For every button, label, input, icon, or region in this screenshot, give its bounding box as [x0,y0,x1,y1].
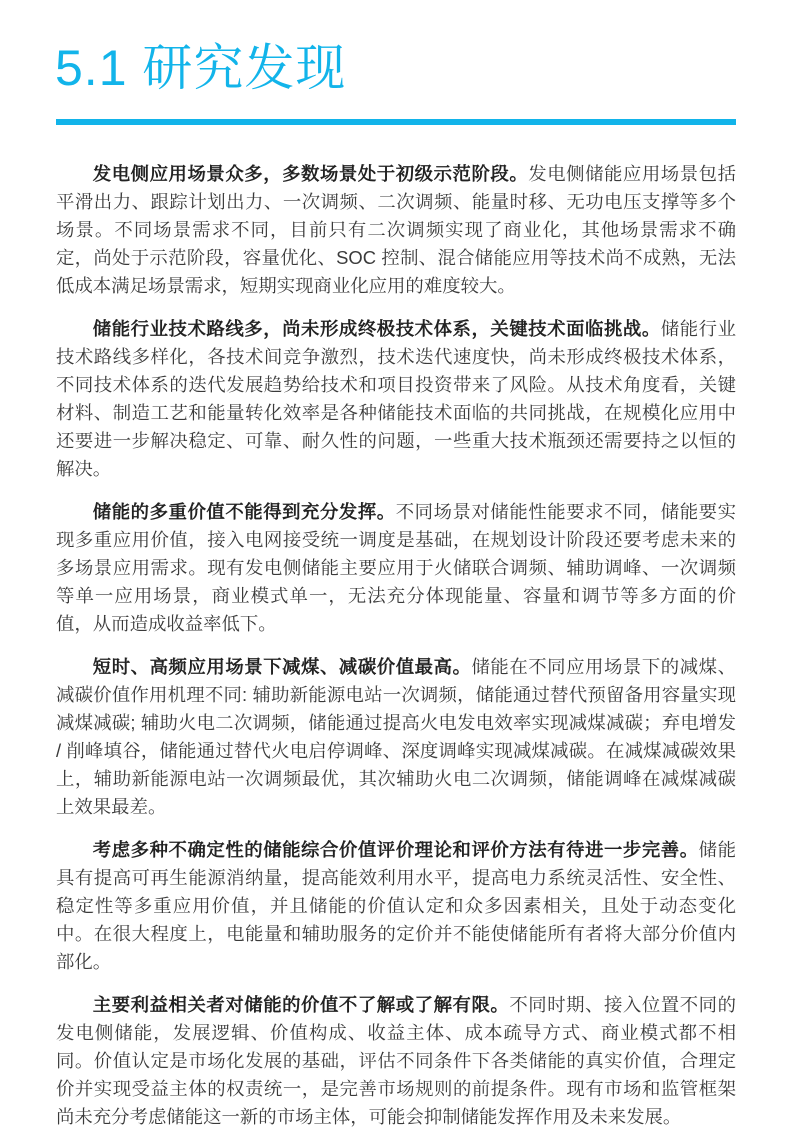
section-title: 5.1 研究发现 [55,40,347,96]
paragraph-lead: 短时、高频应用场景下减煤、减碳价值最高。 [92,656,472,677]
title-divider [56,119,736,125]
paragraph-text: 不同场景对储能性能要求不同，储能要实现多重应用价值，接入电网接受统一调度是基础，在规划设计阶段还要考虑未来的多场景应用需求。现有发电侧储能主要应用于火储联合调频、辅助调峰、一次调频等单一应用场景，商业模式单一，无法充分体现能量、容量和调节等多方面的价值，从而造成收益率低下。 [56,501,736,634]
paragraph-text: 储能行业技术路线多样化，各技术间竞争激烈，技术迭代速度快，尚未形成终极技术体系，不同技术体系的迭代发展趋势给技术和项目投资带来了风险。从技术角度看，关键材料、制造工艺和能量转化效率是各种储能技术面临的共同挑战，在规模化应用中还要进一步解决稳定、可靠、耐久性的问题，一些重大技术瓶颈还需要持之以恒的解决。 [56,318,736,479]
paragraph-lead: 发电侧应用场景众多，多数场景处于初级示范阶段。 [92,163,529,184]
paragraph [56,498,736,638]
paragraph-text: 储能在不同应用场景下的减煤、减碳价值作用机理不同: 辅助新能源电站一次调频，储能通过替代预留备用容量实现减煤减碳; 辅助火电二次调频，储能通过提高火电发电效率实现减煤减碳；弃电增发 / 削峰填谷，储能通过替代火电启停调峰、深度调峰实现减煤减碳。在减煤减碳效果上，辅助新能源电站一次调频最优，其次辅助火电二次调频，储能调峰在减煤减碳上效果最差。 [56,656,736,817]
paragraph [56,160,736,300]
section-body [56,160,736,1146]
paragraph [56,653,736,821]
paragraph [56,991,736,1131]
paragraph [56,836,736,976]
paragraph-text: 不同时期、接入位置不同的发电侧储能，发展逻辑、价值构成、收益主体、成本疏导方式、商业模式都不相同。价值认定是市场化发展的基础，评估不同条件下各类储能的真实价值，合理定价并实现受益主体的权责统一，是完善市场规则的前提条件。现有市场和监管框架尚未充分考虑储能这一新的市场主体，可能会抑制储能发挥作用及未来发展。 [56,994,736,1127]
paragraph-text: 发电侧储能应用场景包括平滑出力、跟踪计划出力、一次调频、二次调频、能量时移、无功电压支撑等多个场景。不同场景需求不同，目前只有二次调频实现了商业化，其他场景需求不确定，尚处于示范阶段，容量优化、SOC 控制、混合储能应用等技术尚不成熟，无法低成本满足场景需求，短期实现商业化应用的难度较大。 [56,163,736,296]
paragraph [56,315,736,483]
paragraph-lead: 储能的多重价值不能得到充分发挥。 [92,501,396,522]
paragraph-lead: 考虑多种不确定性的储能综合价值评价理论和评价方法有待进一步完善。 [92,839,699,860]
paragraph-text: 储能具有提高可再生能源消纳量，提高能效利用水平，提高电力系统灵活性、安全性、稳定性等多重应用价值，并且储能的价值认定和众多因素相关，且处于动态变化中。在很大程度上，电能量和辅助服务的定价并不能使储能所有者将大部分价值内部化。 [56,839,736,972]
paragraph-lead: 储能行业技术路线多，尚未形成终极技术体系，关键技术面临挑战。 [92,318,661,339]
paragraph-lead: 主要利益相关者对储能的价值不了解或了解有限。 [92,994,510,1015]
